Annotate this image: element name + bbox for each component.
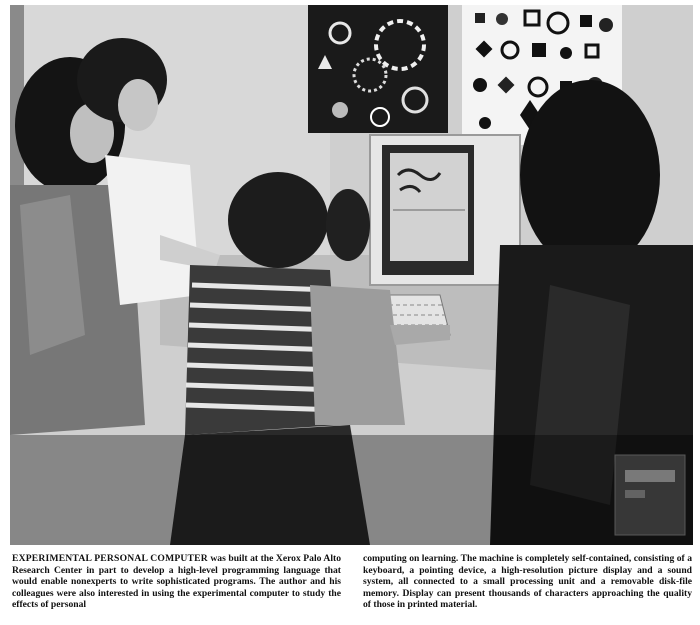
photo-caption [12, 553, 692, 611]
caption-text-right: computing on learning. The machine is completely self-contained, consisting of a keyboard, a pointing device, a high-resolution picture display and a sound system, all connected to a small processing unit and a removable disk-file memory. Display can present thousands of characters approaching the quality of those in printed material. [363, 553, 692, 611]
caption-text-left: was built at the Xerox Palo Alto Research Center in part to develop a high-level programming language that would enable nonexperts to write sophisticated programs. The author and his colleagues were also interested in using the experimental computer to study the effects of personal [12, 553, 341, 611]
caption-lead: EXPERIMENTAL PERSONAL COMPUTER [12, 553, 208, 564]
caption-column-right [363, 553, 692, 611]
wall-poster-left [308, 5, 448, 133]
computer-monitor [370, 135, 520, 285]
caption-column-left [12, 553, 341, 611]
photo-illustration [10, 5, 693, 545]
photograph [10, 5, 693, 545]
